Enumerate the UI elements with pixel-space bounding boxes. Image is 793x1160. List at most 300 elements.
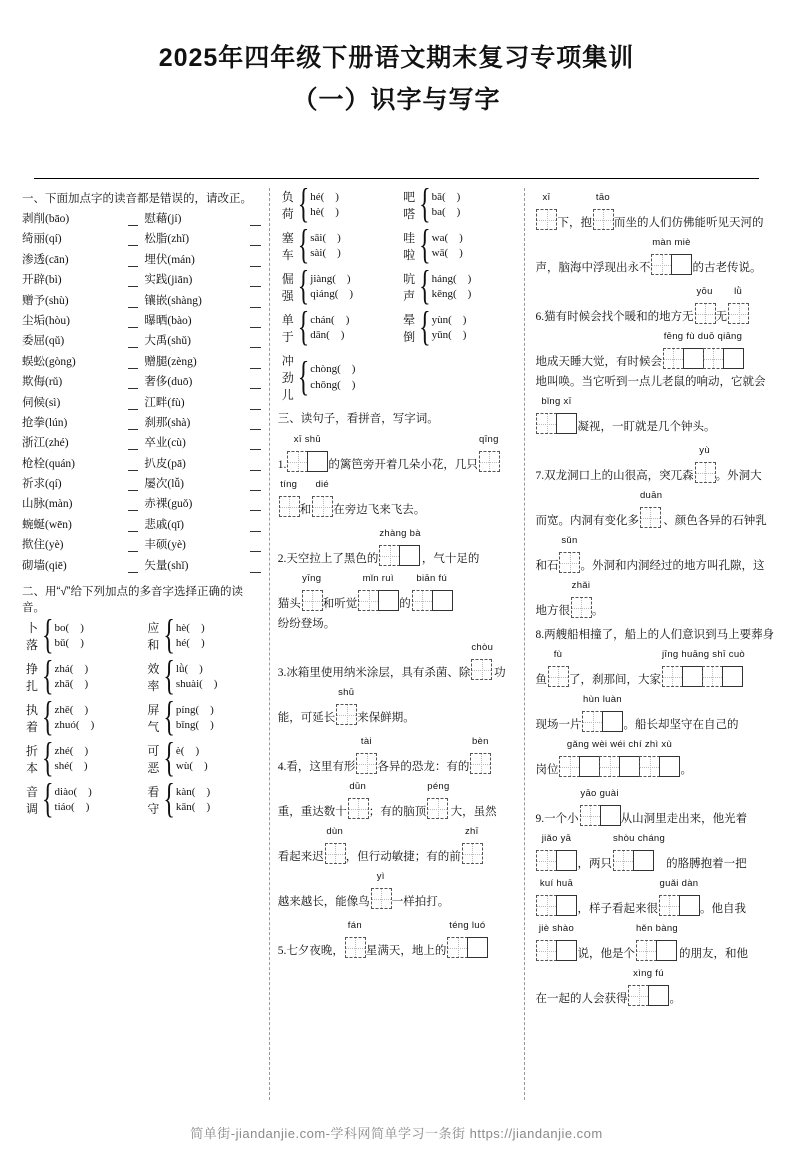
fill-in-question <box>535 441 777 621</box>
polyphone-word: 单于 <box>281 313 294 344</box>
pinyin-hint: xìng fú <box>633 968 664 979</box>
writing-cell[interactable] <box>536 413 557 434</box>
word-label: 慰藉(jí) <box>144 213 182 225</box>
writing-cell[interactable] <box>556 850 577 871</box>
pinyin-hint: shū <box>338 687 355 698</box>
writing-cell[interactable] <box>358 590 379 611</box>
answer-blank[interactable] <box>250 296 260 308</box>
question-text: 从山洞里走出来，他光着 <box>620 813 748 825</box>
writing-grid[interactable] <box>536 850 576 874</box>
writing-cell[interactable] <box>548 666 569 687</box>
writing-cell[interactable] <box>659 895 680 916</box>
answer-blank[interactable] <box>128 377 138 389</box>
polyphone-item <box>278 352 517 403</box>
writing-grid[interactable] <box>279 496 299 520</box>
question-text: 现场一片 <box>535 719 582 731</box>
pronunciation-option[interactable]: wā( ) <box>431 247 463 259</box>
polyphone-word: 效率 <box>147 662 160 694</box>
polyphone-row <box>22 695 261 741</box>
word-entry <box>144 557 260 573</box>
pinyin-hint: xī <box>542 192 551 203</box>
pronunciation-option[interactable]: dān( ) <box>310 329 345 341</box>
writing-cell[interactable] <box>722 666 743 687</box>
pinyin-hint: kuí huā <box>539 878 574 889</box>
word-label: 欺侮(rǔ) <box>22 376 63 389</box>
writing-cell[interactable] <box>571 597 592 618</box>
answer-blank[interactable] <box>250 316 260 328</box>
writing-cell[interactable] <box>593 209 614 230</box>
pronunciation-option[interactable]: hé( ) <box>175 637 205 650</box>
polyphone-item <box>143 777 260 823</box>
pinyin-answer-group <box>312 475 332 520</box>
pinyin-hint: péng <box>427 781 450 792</box>
pinyin-answer-group <box>613 829 665 874</box>
writing-grid[interactable] <box>325 843 345 867</box>
pinyin-hint: màn miè <box>652 237 691 248</box>
col2-polyphone-rows <box>278 182 517 403</box>
writing-grid[interactable] <box>548 666 568 690</box>
writing-grid[interactable] <box>559 756 679 780</box>
question-text: 。 <box>591 605 604 617</box>
question-text: 猫头 <box>277 598 301 610</box>
writing-cell[interactable] <box>671 254 692 275</box>
writing-cell[interactable] <box>302 590 323 611</box>
pronunciation-option[interactable]: chán( ) <box>310 313 350 326</box>
writing-grid[interactable] <box>348 798 368 822</box>
writing-cell[interactable] <box>479 451 500 472</box>
writing-grid[interactable] <box>312 496 332 520</box>
pronunciation-option[interactable]: zhá( ) <box>54 662 89 675</box>
question-number: 4. <box>277 761 287 773</box>
brace-glyph: { <box>419 182 431 228</box>
answer-blank[interactable] <box>250 438 260 450</box>
pinyin-hint: bèn <box>471 736 489 747</box>
answer-blank[interactable] <box>128 214 138 226</box>
question-text: 、颜色各异的石钟乳 <box>663 515 767 527</box>
pronunciation-option[interactable]: ba( ) <box>431 206 461 218</box>
writing-cell[interactable] <box>702 666 723 687</box>
pinyin-answer-group <box>628 964 668 1009</box>
writing-grid[interactable] <box>659 895 699 919</box>
pronunciation-option[interactable]: hè( ) <box>310 206 339 218</box>
question-text: ，气十足的 <box>421 553 480 565</box>
writing-cell[interactable] <box>536 895 557 916</box>
writing-cell[interactable] <box>307 451 328 472</box>
answer-blank[interactable] <box>128 520 138 532</box>
pronunciation-option[interactable]: zhē( ) <box>54 703 89 716</box>
pinyin-answer-group <box>287 430 327 475</box>
pinyin-answer-group <box>279 475 299 520</box>
pinyin-hint: hěn bàng <box>635 923 678 934</box>
pronunciation-option[interactable]: bǔ( ) <box>54 637 84 650</box>
polyphone-item <box>22 777 139 823</box>
question-text: 能，可延长 <box>277 712 336 724</box>
word-entry <box>22 373 138 389</box>
writing-cell[interactable] <box>663 348 684 369</box>
writing-cell[interactable] <box>412 590 433 611</box>
writing-cell[interactable] <box>640 507 661 528</box>
question-text: 地成天睡大觉，有时候会 <box>535 356 662 368</box>
pronunciation-option[interactable]: yūn( ) <box>431 329 467 341</box>
pronunciation-option[interactable]: bā( ) <box>431 190 461 203</box>
writing-cell[interactable] <box>287 451 308 472</box>
question-text: 鱼 <box>535 674 547 686</box>
pinyin-answer-group <box>412 569 452 614</box>
writing-cell[interactable] <box>536 940 557 961</box>
question-number: 1. <box>277 459 287 471</box>
pronunciation-option[interactable]: zhé( ) <box>54 744 89 757</box>
writing-cell[interactable] <box>695 303 716 324</box>
writing-cell[interactable] <box>651 254 672 275</box>
answer-blank[interactable] <box>128 234 138 246</box>
answer-blank[interactable] <box>250 540 260 552</box>
writing-cell[interactable] <box>695 462 716 483</box>
word-label: 扒皮(pā) <box>144 457 186 470</box>
writing-grid[interactable] <box>371 888 391 912</box>
writing-grid[interactable] <box>412 590 452 614</box>
writing-grid[interactable] <box>536 209 556 233</box>
answer-blank[interactable] <box>250 275 260 287</box>
writing-cell[interactable] <box>636 940 657 961</box>
answer-blank[interactable] <box>128 275 138 287</box>
pronunciation-option[interactable]: kēng( ) <box>431 288 472 300</box>
word-label: 实践(jiān) <box>144 274 193 287</box>
pronunciation-option[interactable]: zhuó( ) <box>54 719 95 732</box>
word-entry <box>144 373 260 389</box>
answer-blank[interactable] <box>250 479 260 491</box>
writing-grid[interactable] <box>302 590 322 614</box>
writing-cell[interactable] <box>628 985 649 1006</box>
polyphone-word: 音调 <box>25 785 38 817</box>
question-text: 双龙洞口上的山很高，突兀森 <box>544 470 694 482</box>
word-entry <box>144 230 260 246</box>
polyphone-row <box>278 223 517 269</box>
pronunciation-option[interactable]: wù( ) <box>175 760 208 773</box>
writing-grid[interactable] <box>336 704 356 728</box>
pronunciation-option[interactable]: píng( ) <box>175 703 214 716</box>
writing-grid[interactable] <box>479 451 499 475</box>
question-text: 。他自我 <box>699 903 746 915</box>
pronunciation-option[interactable]: chōng( ) <box>310 378 356 391</box>
pronunciation-option[interactable]: lǜ( ) <box>175 662 203 675</box>
writing-grid[interactable] <box>462 843 482 867</box>
writing-grid[interactable] <box>358 590 398 614</box>
writing-grid[interactable] <box>287 451 327 475</box>
answer-blank[interactable] <box>128 255 138 267</box>
writing-cell[interactable] <box>556 895 577 916</box>
writing-grid[interactable] <box>651 254 691 278</box>
pronunciation-option[interactable]: shuài( ) <box>175 678 218 691</box>
writing-cell[interactable] <box>613 850 634 871</box>
answer-blank[interactable] <box>128 459 138 471</box>
writing-cell[interactable] <box>703 348 724 369</box>
answer-blank[interactable] <box>250 499 260 511</box>
word-entry <box>22 271 138 287</box>
writing-cell[interactable] <box>399 545 420 566</box>
question-text: 。外洞大 <box>715 470 762 482</box>
writing-cell[interactable] <box>600 805 621 826</box>
answer-blank[interactable] <box>128 316 138 328</box>
writing-cell[interactable] <box>467 937 488 958</box>
pronunciation-option[interactable]: qiáng( ) <box>310 288 354 300</box>
fill-in-question <box>535 625 777 780</box>
polyphone-row <box>22 777 261 823</box>
writing-cell[interactable] <box>371 888 392 909</box>
answer-blank[interactable] <box>250 234 260 246</box>
writing-cell[interactable] <box>312 496 333 517</box>
writing-cell[interactable] <box>580 805 601 826</box>
writing-cell[interactable] <box>279 496 300 517</box>
writing-grid[interactable] <box>628 985 668 1009</box>
pronunciation-option[interactable]: yùn( ) <box>431 313 467 326</box>
word-label: 枪栓(quán) <box>22 457 76 470</box>
writing-cell[interactable] <box>619 756 640 777</box>
brace-glyph: { <box>163 777 175 823</box>
section-3-questions-part1 <box>278 430 517 961</box>
pinyin-answer-group <box>559 735 679 780</box>
brace-glyph: { <box>297 223 310 269</box>
section-1-heading: 一、下面加点字的读音都是错误的，请改正。 <box>22 193 252 205</box>
word-label: 抢拳(lún) <box>22 416 68 429</box>
writing-cell[interactable] <box>728 303 749 324</box>
fill-in-question <box>535 282 777 437</box>
question-text: 和石 <box>535 560 559 572</box>
writing-grid[interactable] <box>613 850 665 874</box>
pinyin-answer-group <box>348 777 368 822</box>
writing-cell[interactable] <box>682 666 703 687</box>
writing-grid[interactable] <box>356 753 376 777</box>
writing-grid[interactable] <box>471 659 493 683</box>
word-label: 蜿蜒(wēn) <box>22 518 72 531</box>
writing-grid[interactable] <box>640 507 662 531</box>
writing-cell[interactable] <box>427 798 448 819</box>
fill-in-question <box>278 430 517 520</box>
pinyin-hint: mǐn ruì <box>362 573 394 584</box>
pinyin-answer-group <box>536 392 576 437</box>
writing-cell[interactable] <box>325 843 346 864</box>
pronunciation-option[interactable]: è( ) <box>175 744 200 757</box>
answer-blank[interactable] <box>250 520 260 532</box>
pinyin-answer-group <box>659 874 699 919</box>
writing-cell[interactable] <box>348 798 369 819</box>
answer-blank[interactable] <box>128 499 138 511</box>
pronunciation-option[interactable]: hè( ) <box>175 621 205 634</box>
pinyin-answer-group <box>447 916 487 961</box>
word-label: 矢量(shǐ) <box>144 559 189 572</box>
writing-cell[interactable] <box>471 659 492 680</box>
writing-cell[interactable] <box>379 545 400 566</box>
word-label: 曝晒(bào) <box>144 314 192 327</box>
writing-cell[interactable] <box>656 940 677 961</box>
writing-cell[interactable] <box>556 940 577 961</box>
section-1-left-column <box>22 210 138 577</box>
writing-cell[interactable] <box>559 756 580 777</box>
pronunciation-option[interactable]: jiàng( ) <box>310 272 351 285</box>
pronunciation-option[interactable]: háng( ) <box>431 272 472 285</box>
answer-blank[interactable] <box>128 336 138 348</box>
answer-blank[interactable] <box>250 336 260 348</box>
brace-glyph: { <box>297 264 310 310</box>
fill-in-question <box>278 638 517 728</box>
polyphone-item <box>22 736 139 782</box>
pinyin-hint: duān <box>639 490 663 501</box>
answer-blank[interactable] <box>250 418 260 430</box>
writing-cell[interactable] <box>683 348 704 369</box>
writing-grid[interactable] <box>345 937 365 961</box>
question-number: 8. <box>535 629 545 641</box>
pronunciation-option[interactable]: tiáo( ) <box>54 801 90 814</box>
writing-grid[interactable] <box>663 348 743 372</box>
answer-blank[interactable] <box>250 377 260 389</box>
writing-grid[interactable] <box>470 753 490 777</box>
writing-cell[interactable] <box>639 756 660 777</box>
writing-cell[interactable] <box>579 756 600 777</box>
answer-blank[interactable] <box>250 214 260 226</box>
writing-cell[interactable] <box>336 704 357 725</box>
pronunciation-option[interactable]: sài( ) <box>310 247 341 259</box>
answer-blank[interactable] <box>250 357 260 369</box>
pronunciation-option[interactable]: kàn( ) <box>175 785 211 798</box>
pinyin-answer-group <box>302 569 322 614</box>
answer-blank[interactable] <box>128 561 138 573</box>
word-label: 悲戚(qī) <box>144 518 184 531</box>
answer-blank[interactable] <box>128 540 138 552</box>
writing-grid[interactable] <box>695 462 715 486</box>
question-text: 一个小 <box>544 813 579 825</box>
answer-blank[interactable] <box>250 398 260 410</box>
writing-cell[interactable] <box>447 937 468 958</box>
polyphone-row <box>278 264 517 310</box>
pinyin-hint: zhǎi <box>571 580 591 591</box>
pinyin-answer-group <box>536 919 576 964</box>
answer-blank[interactable] <box>128 398 138 410</box>
pronunciation-option[interactable]: chòng( ) <box>310 363 356 375</box>
polyphone-word: 挣扎 <box>25 662 38 694</box>
question-number: 9. <box>535 813 545 825</box>
answer-blank[interactable] <box>128 357 138 369</box>
pinyin-hint: tíng <box>280 479 298 490</box>
writing-cell[interactable] <box>679 895 700 916</box>
writing-cell[interactable] <box>356 753 377 774</box>
question-text: 纷纷登场。 <box>277 618 336 630</box>
answer-blank[interactable] <box>250 561 260 573</box>
writing-cell[interactable] <box>633 850 654 871</box>
question-text: 来保鲜期。 <box>357 712 415 724</box>
answer-blank[interactable] <box>128 296 138 308</box>
writing-grid[interactable] <box>593 209 613 233</box>
pinyin-hint: chòu <box>471 642 494 653</box>
writing-cell[interactable] <box>556 413 577 434</box>
writing-cell[interactable] <box>662 666 683 687</box>
writing-grid[interactable] <box>536 895 576 919</box>
writing-cell[interactable] <box>723 348 744 369</box>
answer-blank[interactable] <box>250 459 260 471</box>
polyphone-row <box>278 182 517 228</box>
polyphone-item <box>399 182 516 228</box>
writing-cell[interactable] <box>582 711 603 732</box>
writing-grid[interactable] <box>447 937 487 961</box>
writing-cell[interactable] <box>345 937 366 958</box>
question-text: 看起来迟 <box>277 851 324 863</box>
writing-grid[interactable] <box>695 303 715 327</box>
writing-grid[interactable] <box>536 940 576 964</box>
pinyin-answer-group <box>470 732 490 777</box>
word-entry <box>144 414 260 430</box>
word-label: 镶嵌(shàng) <box>144 294 202 307</box>
writing-grid[interactable] <box>536 413 576 437</box>
writing-grid[interactable] <box>580 805 620 829</box>
pronunciation-option[interactable]: hé( ) <box>310 190 339 203</box>
pronunciation-option[interactable]: bǐng( ) <box>175 719 214 732</box>
pronunciation-option[interactable]: bo( ) <box>54 621 84 634</box>
question-text: 天空拉上了黑色的 <box>286 553 379 565</box>
pinyin-answer-group <box>536 874 576 919</box>
answer-blank[interactable] <box>250 255 260 267</box>
pronunciation-option[interactable]: zhā( ) <box>54 678 89 691</box>
writing-grid[interactable] <box>728 303 748 327</box>
answer-blank[interactable] <box>128 438 138 450</box>
writing-grid[interactable] <box>559 552 579 576</box>
writing-grid[interactable] <box>582 711 622 735</box>
section-3-questions-part2 <box>535 188 777 1009</box>
writing-cell[interactable] <box>599 756 620 777</box>
writing-cell[interactable] <box>462 843 483 864</box>
writing-grid[interactable] <box>571 597 591 621</box>
pronunciation-option[interactable]: shé( ) <box>54 760 88 773</box>
pinyin-answer-group <box>640 486 662 531</box>
writing-cell[interactable] <box>536 850 557 871</box>
polyphone-item <box>399 223 516 269</box>
word-entry <box>22 332 138 348</box>
question-text: 下，抱 <box>557 217 592 229</box>
answer-blank[interactable] <box>128 479 138 491</box>
word-entry <box>22 230 138 246</box>
question-text: ，两只 <box>577 858 612 870</box>
writing-cell[interactable] <box>432 590 453 611</box>
word-label: 赤裸(guǒ) <box>144 498 193 511</box>
writing-cell[interactable] <box>378 590 399 611</box>
polyphone-word: 倔强 <box>281 272 294 303</box>
writing-cell[interactable] <box>559 552 580 573</box>
question-number: 6. <box>535 311 545 323</box>
pronunciation-option[interactable]: wa( ) <box>431 231 463 244</box>
pronunciation-option[interactable]: kān( ) <box>175 801 211 814</box>
writing-grid[interactable] <box>636 940 678 964</box>
pinyin-hint: tāo <box>595 192 611 203</box>
question-text: 。外洞和内洞经过的地方叫孔隙，这 <box>580 560 765 572</box>
polyphone-item <box>22 613 139 659</box>
pinyin-hint: guǎi dàn <box>659 878 699 889</box>
pinyin-answer-group <box>559 531 579 576</box>
writing-cell[interactable] <box>470 753 491 774</box>
question-text: 在旁边飞来飞去。 <box>333 504 426 516</box>
writing-cell[interactable] <box>659 756 680 777</box>
question-text: 的 <box>399 598 411 610</box>
word-label: 埋伏(mán) <box>144 253 195 266</box>
pronunciation-option[interactable]: sāi( ) <box>310 231 341 244</box>
writing-grid[interactable] <box>662 666 745 690</box>
pinyin-hint: gǎng wèi wéi chí zhì xù <box>566 739 673 750</box>
writing-cell[interactable] <box>536 209 557 230</box>
pinyin-hint: fán <box>347 920 362 931</box>
writing-grid[interactable] <box>427 798 449 822</box>
writing-cell[interactable] <box>648 985 669 1006</box>
question-text: ，样子看起来很 <box>577 903 658 915</box>
writing-grid[interactable] <box>379 545 421 569</box>
pronunciation-option[interactable]: diào( ) <box>54 785 92 798</box>
answer-blank[interactable] <box>128 418 138 430</box>
writing-cell[interactable] <box>602 711 623 732</box>
